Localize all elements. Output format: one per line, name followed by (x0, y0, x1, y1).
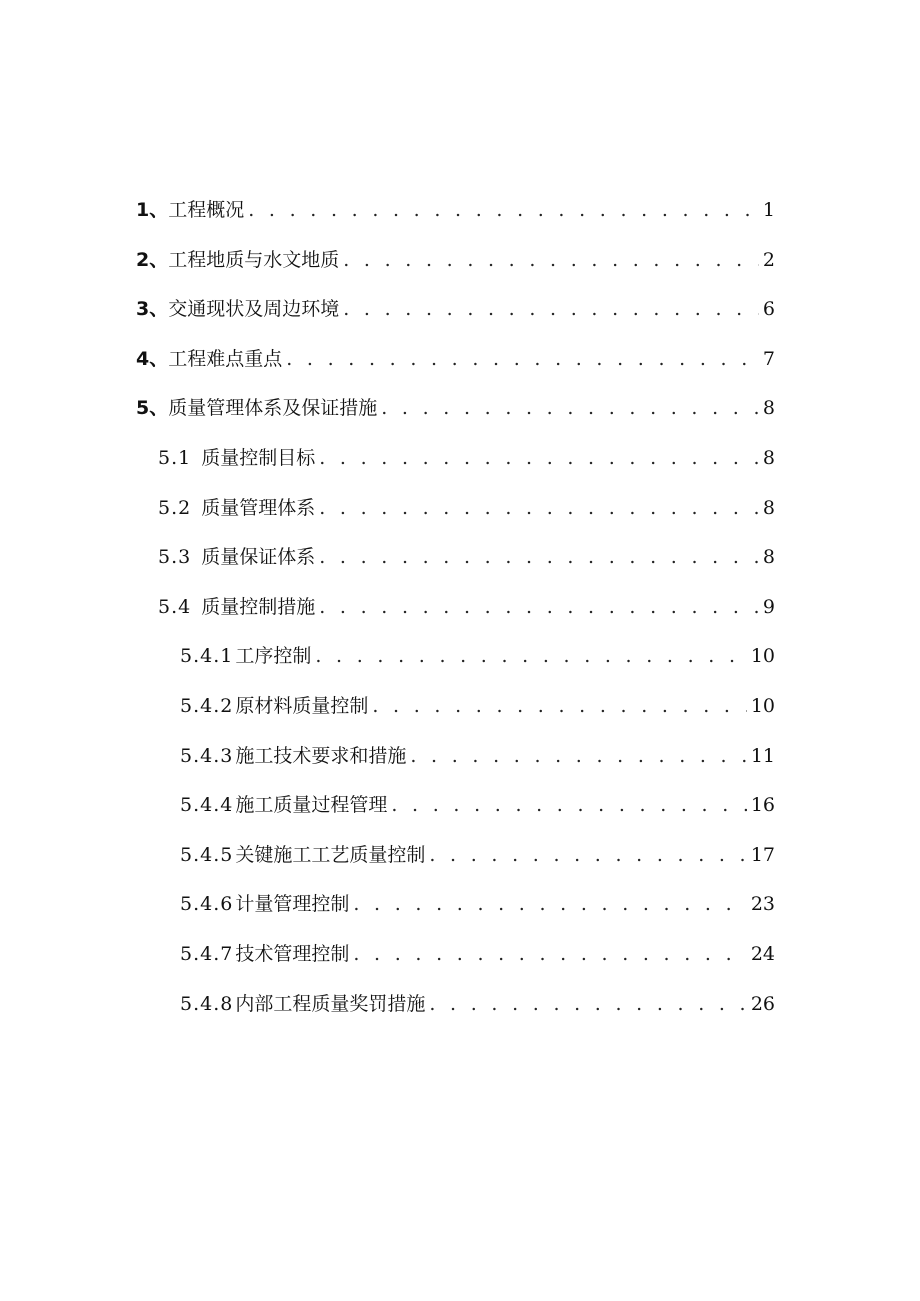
toc-entry[interactable] (136, 384, 775, 434)
toc-dot-leader (315, 632, 746, 682)
toc-entry[interactable] (158, 533, 775, 583)
toc-entry-number: 5.4.8 (180, 992, 234, 1015)
toc-entry-title: 质量控制目标 (201, 446, 316, 469)
toc-entry-page: 8 (762, 446, 775, 469)
toc-entry-number: 5.3 (158, 546, 192, 569)
toc-dot-leader (319, 484, 759, 534)
toc-dot-leader (353, 930, 746, 980)
toc-entry-page: 10 (750, 694, 775, 717)
toc-dot-leader (319, 583, 759, 633)
toc-entry-title: 工序控制 (235, 645, 312, 668)
toc-entry-page: 26 (750, 992, 775, 1015)
toc-entry-page: 11 (750, 744, 775, 767)
toc-entry-page: 24 (750, 942, 775, 965)
toc-entry-number: 3、 (136, 298, 169, 321)
toc-entry-number: 1、 (136, 199, 169, 221)
toc-entry-title: 技术管理控制 (235, 942, 350, 965)
table-of-contents (0, 186, 920, 1029)
toc-entry-page: 16 (750, 794, 775, 817)
toc-dot-leader (381, 384, 759, 434)
toc-entry[interactable] (136, 285, 775, 335)
toc-dot-leader (372, 682, 746, 732)
toc-entry-number: 5.4.4 (180, 794, 234, 817)
toc-entry-page: 8 (762, 546, 775, 569)
toc-entry-number: 2、 (136, 248, 169, 271)
toc-entry-number: 5.4.5 (180, 843, 234, 866)
toc-entry-number: 5.1 (158, 446, 192, 469)
toc-entry-title: 施工质量过程管理 (235, 794, 388, 817)
toc-entry-page: 2 (762, 248, 775, 271)
toc-entry-title: 质量控制措施 (201, 595, 316, 618)
toc-entry-title: 质量管理体系及保证措施 (168, 397, 378, 420)
toc-entry[interactable] (158, 484, 775, 534)
toc-dot-leader (429, 980, 746, 1030)
toc-entry-number: 5.4 (158, 595, 192, 618)
toc-entry-page: 8 (762, 397, 775, 420)
toc-entry-title: 施工技术要求和措施 (235, 744, 407, 767)
toc-entry-page: 8 (762, 496, 775, 519)
toc-entry-title: 计量管理控制 (235, 893, 350, 916)
toc-entry-number: 5.4.7 (180, 942, 234, 965)
toc-entry-page: 9 (762, 595, 775, 618)
toc-entry[interactable] (180, 831, 775, 881)
toc-entry[interactable] (158, 434, 775, 484)
toc-entry-number: 5.4.2 (180, 694, 234, 717)
toc-entry-number: 5.4.3 (180, 744, 234, 767)
toc-entry[interactable] (180, 980, 775, 1030)
toc-entry-title: 原材料质量控制 (235, 694, 369, 717)
toc-entry-title: 内部工程质量奖罚措施 (235, 992, 426, 1015)
toc-entry-number: 5.2 (158, 496, 192, 519)
toc-dot-leader (286, 335, 759, 385)
toc-dot-leader (391, 781, 746, 831)
toc-entry[interactable] (136, 335, 775, 385)
toc-entry-title: 关键施工工艺质量控制 (235, 843, 426, 866)
toc-entry-title: 工程地质与水文地质 (168, 248, 340, 271)
toc-entry[interactable] (136, 236, 775, 286)
toc-dot-leader (429, 831, 746, 881)
toc-dot-leader (410, 732, 746, 782)
toc-entry-number: 4、 (136, 347, 169, 370)
toc-entry-page: 10 (750, 645, 775, 668)
toc-entry-page: 17 (750, 843, 775, 866)
toc-entry[interactable] (158, 583, 775, 633)
toc-entry[interactable] (180, 632, 775, 682)
toc-dot-leader (353, 880, 746, 930)
toc-dot-leader (248, 186, 759, 236)
toc-dot-leader (343, 285, 759, 335)
toc-entry-page: 1 (762, 199, 775, 221)
toc-entry[interactable] (180, 732, 775, 782)
toc-entry-page: 7 (762, 347, 775, 370)
toc-dot-leader (343, 236, 759, 286)
toc-dot-leader (319, 434, 759, 484)
toc-entry-page: 6 (762, 298, 775, 321)
toc-entry[interactable] (180, 682, 775, 732)
toc-entry[interactable] (136, 186, 775, 236)
toc-entry-title: 工程概况 (168, 199, 245, 221)
toc-entry[interactable] (180, 930, 775, 980)
toc-entry-title: 交通现状及周边环境 (168, 298, 340, 321)
toc-dot-leader (319, 533, 759, 583)
toc-entry-number: 5.4.6 (180, 893, 234, 916)
toc-entry-number: 5.4.1 (180, 645, 234, 668)
toc-entry-page: 23 (750, 893, 775, 916)
toc-entry-title: 工程难点重点 (168, 347, 283, 370)
toc-entry[interactable] (180, 781, 775, 831)
toc-entry-number: 5、 (136, 397, 169, 420)
toc-entry-title: 质量管理体系 (201, 496, 316, 519)
toc-entry-title: 质量保证体系 (201, 546, 316, 569)
toc-entry[interactable] (180, 880, 775, 930)
